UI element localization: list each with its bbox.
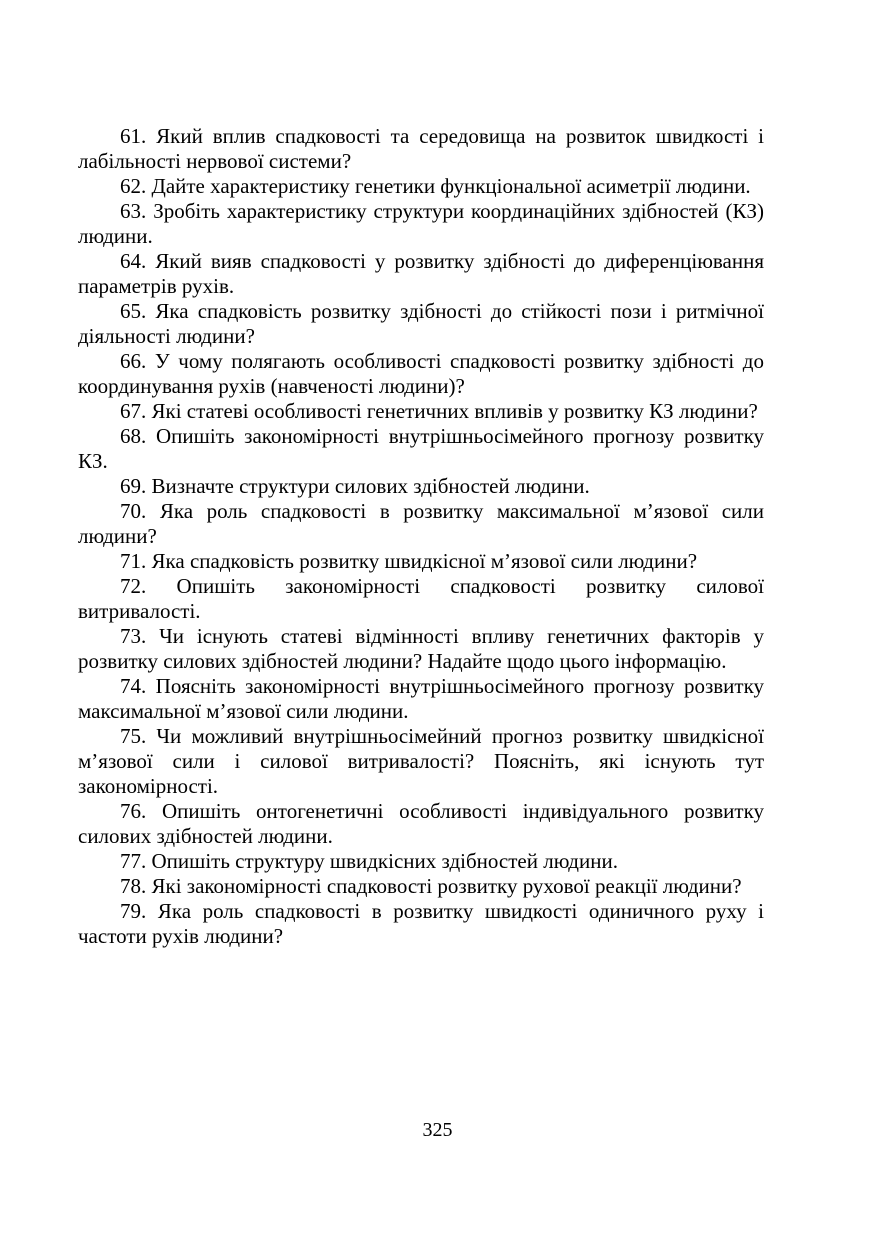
question-79: 79. Яка роль спадковості в розвитку швидкості одиничного руху і частоти рухів людини? [78, 899, 764, 948]
question-70: 70. Яка роль спадковості в розвитку максимальної м’язової сили людини? [78, 499, 764, 548]
question-62: 62. Дайте характеристику генетики функціональної асиметрії людини. [120, 174, 751, 198]
question-66: 66. У чому полягають особливості спадковості розвитку здібності до координування рухів (навченості людини)? [78, 349, 764, 398]
question-69: 69. Визначте структури силових здібностей людини. [120, 474, 590, 498]
question-78: 78. Які закономірності спадковості розвитку рухової реакції людини? [120, 874, 742, 898]
question-list [78, 124, 764, 949]
question-63: 63. Зробіть характеристику структури координаційних здібностей (КЗ) людини. [78, 199, 764, 248]
question-68: 68. Опишіть закономірності внутрішньосімейного прогнозу розвитку КЗ. [78, 424, 764, 473]
question-77: 77. Опишіть структуру швидкісних здібностей людини. [120, 849, 618, 873]
question-65: 65. Яка спадковість розвитку здібності до стійкості пози і ритмічної діяльності людини? [78, 299, 764, 348]
question-61: 61. Який вплив спадковості та середовища на розвиток швидкості і лабільності нервової системи? [78, 124, 764, 173]
question-76: 76. Опишіть онтогенетичні особливості індивідуального розвитку силових здібностей людини. [78, 799, 764, 848]
question-67: 67. Які статеві особливості генетичних впливів у розвитку КЗ людини? [120, 399, 758, 423]
question-73: 73. Чи існують статеві відмінності впливу генетичних факторів у розвитку силових здібностей людини? Надайте щодо цього інформацію. [78, 624, 764, 673]
page-number: 325 [422, 1119, 453, 1141]
question-75: 75. Чи можливий внутрішньосімейний прогноз розвитку швидкісної м’язової сили і силової витривалості? Поясніть, які існують тут закономірності. [78, 724, 764, 798]
question-72: 72. Опишіть закономірності спадковості розвитку силової витривалості. [78, 574, 764, 623]
question-71: 71. Яка спадковість розвитку швидкісної м’язової сили людини? [120, 549, 698, 573]
question-64: 64. Який вияв спадковості у розвитку здібності до диференціювання параметрів рухів. [78, 249, 764, 298]
question-74: 74. Поясніть закономірності внутрішньосімейного прогнозу розвитку максимальної м’язової сили людини. [78, 674, 764, 723]
